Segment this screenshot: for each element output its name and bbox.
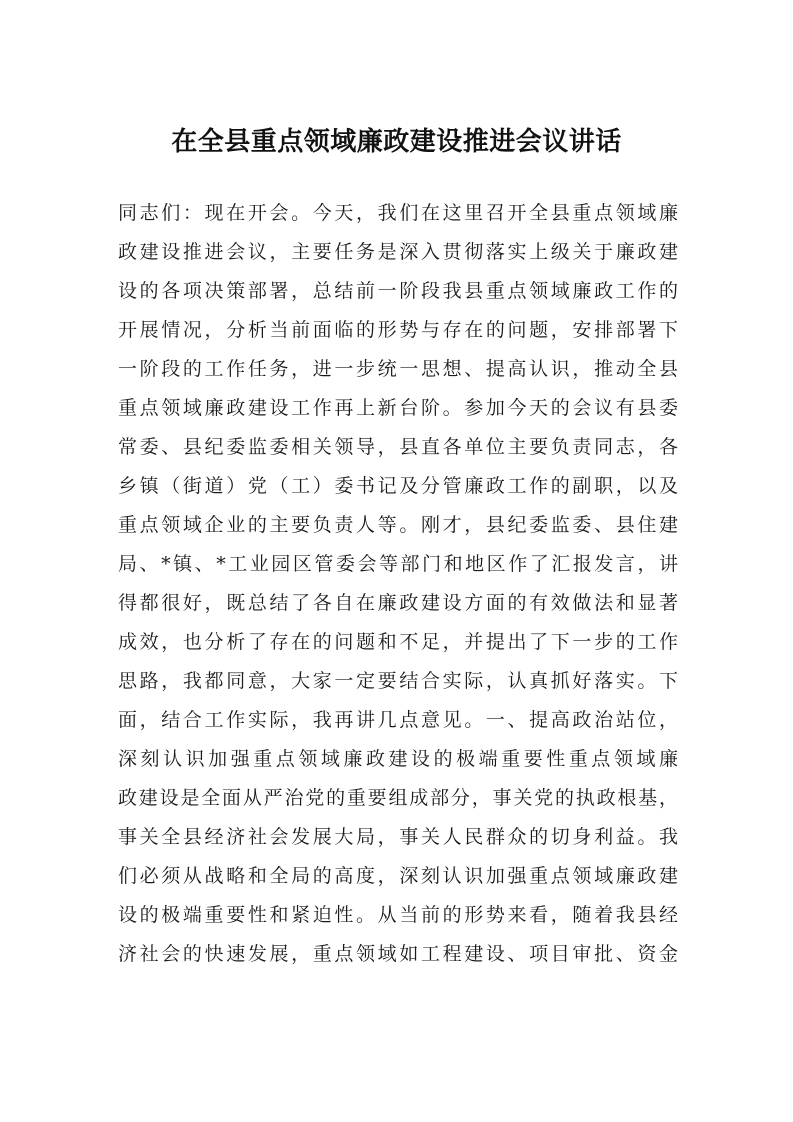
body-line: 常委、县纪委监委相关领导，县直各单位主要负责同志，各: [118, 436, 678, 458]
document-body: [118, 194, 678, 974]
body-line: 面，结合工作实际，我再讲几点意见。一、提高政治站位，: [118, 709, 678, 731]
body-line: 济社会的快速发展，重点领域如工程建设、项目审批、资金: [118, 943, 678, 965]
body-line: 同志们：现在开会。今天，我们在这里召开全县重点领域廉: [118, 202, 678, 224]
body-line: 思路，我都同意，大家一定要结合实际，认真抓好落实。下: [118, 670, 678, 692]
body-line: 们必须从战略和全局的高度，深刻认识加强重点领域廉政建: [118, 865, 678, 887]
body-line: 政建设是全面从严治党的重要组成部分，事关党的执政根基，: [118, 787, 678, 809]
body-line: 设的极端重要性和紧迫性。从当前的形势来看，随着我县经: [118, 904, 678, 926]
document-title: 在全县重点领域廉政建设推进会议讲话: [171, 127, 622, 157]
body-line: 得都很好，既总结了各自在廉政建设方面的有效做法和显著: [118, 592, 678, 614]
body-line: 设的各项决策部署，总结前一阶段我县重点领域廉政工作的: [118, 280, 678, 302]
body-line: 一阶段的工作任务，进一步统一思想、提高认识，推动全县: [118, 358, 678, 380]
body-line: 深刻认识加强重点领域廉政建设的极端重要性重点领域廉: [118, 748, 678, 770]
body-line: 乡镇（街道）党（工）委书记及分管廉政工作的副职，以及: [118, 475, 678, 497]
body-line: 开展情况，分析当前面临的形势与存在的问题，安排部署下: [118, 319, 678, 341]
body-line: 局、*镇、*工业园区管委会等部门和地区作了汇报发言，讲: [118, 553, 678, 575]
body-line: 重点领域企业的主要负责人等。刚才，县纪委监委、县住建: [118, 514, 678, 536]
body-line: 重点领域廉政建设工作再上新台阶。参加今天的会议有县委: [118, 397, 678, 419]
body-line: 成效，也分析了存在的问题和不足，并提出了下一步的工作: [118, 631, 678, 653]
body-line: 事关全县经济社会发展大局，事关人民群众的切身利益。我: [118, 826, 678, 848]
body-line: 政建设推进会议，主要任务是深入贯彻落实上级关于廉政建: [118, 241, 678, 263]
